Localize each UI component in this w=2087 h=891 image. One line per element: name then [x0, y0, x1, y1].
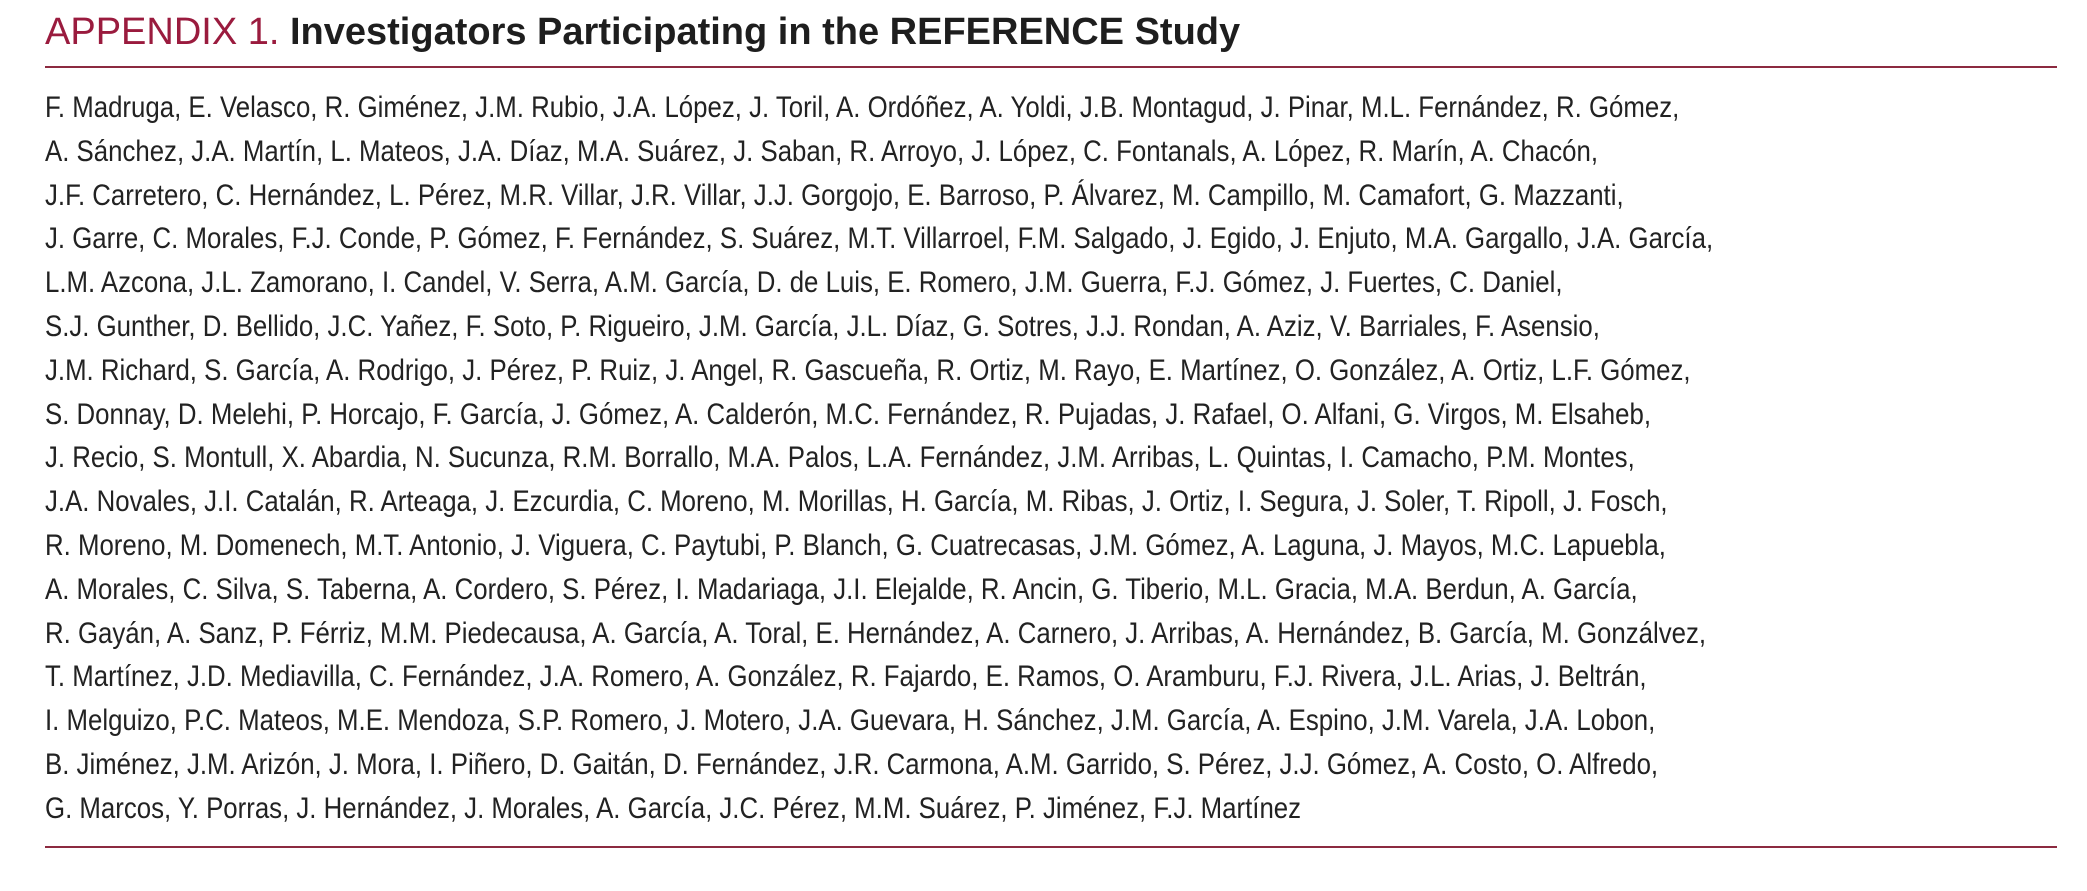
investigator-line: A. Sánchez, J.A. Martín, L. Mateos, J.A. Díaz, M.A. Suárez, J. Saban, R. Arroyo, J. López, C. Fontanals, A. López, R. Marín, A. Chacón, [45, 134, 1599, 168]
investigator-line: F. Madruga, E. Velasco, R. Giménez, J.M. Rubio, J.A. López, J. Toril, A. Ordóñez, A. Yoldi, J.B. Montagud, J. Pinar, M.L. Fernández, R. Gómez, [45, 91, 1680, 124]
investigator-line: J.A. Novales, J.I. Catalán, R. Arteaga, J. Ezcurdia, C. Moreno, M. Morillas, H. García, M. Ribas, J. Ortiz, I. Segura, J. Soler, T. Ripoll, J. Fosch, [45, 485, 1668, 519]
investigator-line: S. Donnay, D. Melehi, P. Horcajo, F. García, J. Gómez, A. Calderón, M.C. Fernández, R. Pujadas, J. Rafael, O. Alfani, G. Virgos, M. Elsaheb, [45, 397, 1652, 431]
investigator-line: T. Martínez, J.D. Mediavilla, C. Fernández, J.A. Romero, A. González, R. Fajardo, E. Ramos, O. Aramburu, F.J. Rivera, J.L. Arias, J. Beltrán, [45, 660, 1647, 694]
investigator-line: L.M. Azcona, J.L. Zamorano, I. Candel, V. Serra, A.M. García, D. de Luis, E. Romero, J.M. Guerra, F.J. Gómez, J. Fuertes, C. Daniel, [45, 266, 1563, 300]
investigator-list [45, 86, 2057, 831]
appendix-label: APPENDIX 1. [45, 11, 280, 53]
appendix-title [45, 6, 1240, 58]
appendix-heading: Investigators Participating in the REFERENCE Study [289, 11, 1241, 53]
investigator-line: J.M. Richard, S. García, A. Rodrigo, J. Pérez, P. Ruiz, J. Angel, R. Gascueña, R. Ortiz, M. Rayo, E. Martínez, O. González, A. Ortiz, L.F. Gómez, [45, 353, 1691, 387]
investigator-line: J. Recio, S. Montull, X. Abardia, N. Sucunza, R.M. Borrallo, M.A. Palos, L.A. Fernández, J.M. Arribas, L. Quintas, I. Camacho, P.M. Montes, [45, 441, 1635, 475]
investigator-line: J.F. Carretero, C. Hernández, L. Pérez, M.R. Villar, J.R. Villar, J.J. Gorgojo, E. Barroso, P. Álvarez, M. Campillo, M. Camafort, G. Mazzanti, [45, 178, 1624, 212]
investigator-line: R. Moreno, M. Domenech, M.T. Antonio, J. Viguera, C. Paytubi, P. Blanch, G. Cuatrecasas, J.M. Gómez, A. Laguna, J. Mayos, M.C. Lapuebla, [45, 528, 1666, 562]
investigator-line: G. Marcos, Y. Porras, J. Hernández, J. Morales, A. García, J.C. Pérez, M.M. Suárez, P. Jiménez, F.J. Martínez [45, 791, 1302, 825]
investigator-line: S.J. Gunther, D. Bellido, J.C. Yañez, F. Soto, P. Rigueiro, J.M. García, J.L. Díaz, G. Sotres, J.J. Rondan, A. Aziz, V. Barriales, F. Asensio, [45, 309, 1600, 343]
top-divider [45, 66, 2057, 68]
investigator-line: I. Melguizo, P.C. Mateos, M.E. Mendoza, S.P. Romero, J. Motero, J.A. Guevara, H. Sánchez, J.M. García, A. Espino, J.M. Varela, J.A. Lobon, [45, 704, 1656, 738]
investigator-line: B. Jiménez, J.M. Arizón, J. Mora, I. Piñero, D. Gaitán, D. Fernández, J.R. Carmona, A.M. Garrido, S. Pérez, J.J. Gómez, A. Costo, O. Alfredo, [45, 747, 1659, 781]
investigator-line: A. Morales, C. Silva, S. Taberna, A. Cordero, S. Pérez, I. Madariaga, J.I. Elejalde, R. Ancin, G. Tiberio, M.L. Gracia, M.A. Berdun, A. García, [45, 572, 1638, 606]
investigator-line: J. Garre, C. Morales, F.J. Conde, P. Gómez, F. Fernández, S. Suárez, M.T. Villarroel, F.M. Salgado, J. Egido, J. Enjuto, M.A. Gargallo, J.A. García, [45, 222, 1714, 256]
appendix-page [45, 0, 2057, 891]
investigator-line: R. Gayán, A. Sanz, P. Férriz, M.M. Piedecausa, A. García, A. Toral, E. Hernández, A. Carnero, J. Arribas, A. Hernández, B. García, M. Gonzálvez, [45, 616, 1707, 650]
bottom-divider [45, 846, 2057, 848]
